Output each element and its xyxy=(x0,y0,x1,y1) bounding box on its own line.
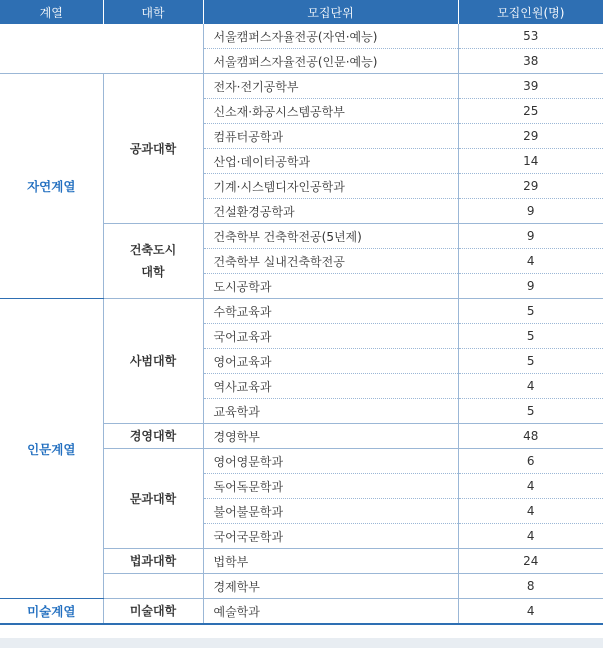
count-cell: 5 xyxy=(458,349,603,374)
unit-cell: 영어교육과 xyxy=(203,349,458,374)
count-cell: 24 xyxy=(458,549,603,574)
count-cell: 4 xyxy=(458,524,603,549)
field-art: 미술계열 xyxy=(0,599,103,625)
count-cell: 4 xyxy=(458,374,603,399)
unit-cell: 컴퓨터공학과 xyxy=(203,124,458,149)
college-architecture-line2: 대학 xyxy=(141,265,165,279)
count-cell: 14 xyxy=(458,149,603,174)
unit-cell: 전자·전기공학부 xyxy=(203,74,458,99)
count-cell: 53 xyxy=(458,24,603,49)
header-count: 모집인원(명) xyxy=(458,0,603,24)
header-field: 계열 xyxy=(0,0,103,24)
unit-cell: 수학교육과 xyxy=(203,299,458,324)
count-cell: 4 xyxy=(458,499,603,524)
unit-cell: 서울캠퍼스자율전공(인문·예능) xyxy=(203,49,458,74)
college-architecture xyxy=(103,224,203,299)
college-liberal-arts: 문과대학 xyxy=(103,449,203,549)
count-cell: 9 xyxy=(458,199,603,224)
count-cell: 4 xyxy=(458,599,603,625)
unit-cell: 국어교육과 xyxy=(203,324,458,349)
unit-cell: 서울캠퍼스자율전공(자연·예능) xyxy=(203,24,458,49)
count-cell: 9 xyxy=(458,224,603,249)
unit-cell: 영어영문학과 xyxy=(203,449,458,474)
unit-cell: 불어불문학과 xyxy=(203,499,458,524)
field-humanities: 인문계열 xyxy=(0,299,103,599)
unit-cell: 건축학부 건축학전공(5년제) xyxy=(203,224,458,249)
unit-cell: 신소재·화공시스템공학부 xyxy=(203,99,458,124)
table-row xyxy=(0,74,603,99)
field-nature: 자연계열 xyxy=(0,74,103,299)
college-law: 법과대학 xyxy=(103,549,203,574)
count-cell: 8 xyxy=(458,574,603,599)
unit-cell: 국어국문학과 xyxy=(203,524,458,549)
header-row xyxy=(0,0,603,24)
college-education: 사범대학 xyxy=(103,299,203,424)
footer-bar xyxy=(0,638,603,648)
empty-cell xyxy=(103,574,203,599)
unit-cell: 산업·데이터공학과 xyxy=(203,149,458,174)
unit-cell: 건설환경공학과 xyxy=(203,199,458,224)
empty-cell xyxy=(0,24,203,74)
table-row xyxy=(0,599,603,625)
table-row xyxy=(0,299,603,324)
college-business: 경영대학 xyxy=(103,424,203,449)
count-cell: 4 xyxy=(458,249,603,274)
unit-cell: 경제학부 xyxy=(203,574,458,599)
count-cell: 5 xyxy=(458,324,603,349)
table-row xyxy=(0,24,603,49)
count-cell: 9 xyxy=(458,274,603,299)
count-cell: 4 xyxy=(458,474,603,499)
college-fine-arts: 미술대학 xyxy=(103,599,203,625)
unit-cell: 도시공학과 xyxy=(203,274,458,299)
count-cell: 29 xyxy=(458,174,603,199)
count-cell: 5 xyxy=(458,399,603,424)
college-engineering: 공과대학 xyxy=(103,74,203,224)
count-cell: 5 xyxy=(458,299,603,324)
count-cell: 48 xyxy=(458,424,603,449)
unit-cell: 역사교육과 xyxy=(203,374,458,399)
count-cell: 25 xyxy=(458,99,603,124)
unit-cell: 독어독문학과 xyxy=(203,474,458,499)
unit-cell: 건축학부 실내건축학전공 xyxy=(203,249,458,274)
header-college: 대학 xyxy=(103,0,203,24)
unit-cell: 교육학과 xyxy=(203,399,458,424)
unit-cell: 경영학부 xyxy=(203,424,458,449)
count-cell: 38 xyxy=(458,49,603,74)
count-cell: 39 xyxy=(458,74,603,99)
count-cell: 29 xyxy=(458,124,603,149)
college-architecture-line1: 건축도시 xyxy=(129,243,177,257)
header-unit: 모집단위 xyxy=(203,0,458,24)
unit-cell: 예술학과 xyxy=(203,599,458,625)
unit-cell: 법학부 xyxy=(203,549,458,574)
unit-cell: 기계·시스템디자인공학과 xyxy=(203,174,458,199)
count-cell: 6 xyxy=(458,449,603,474)
